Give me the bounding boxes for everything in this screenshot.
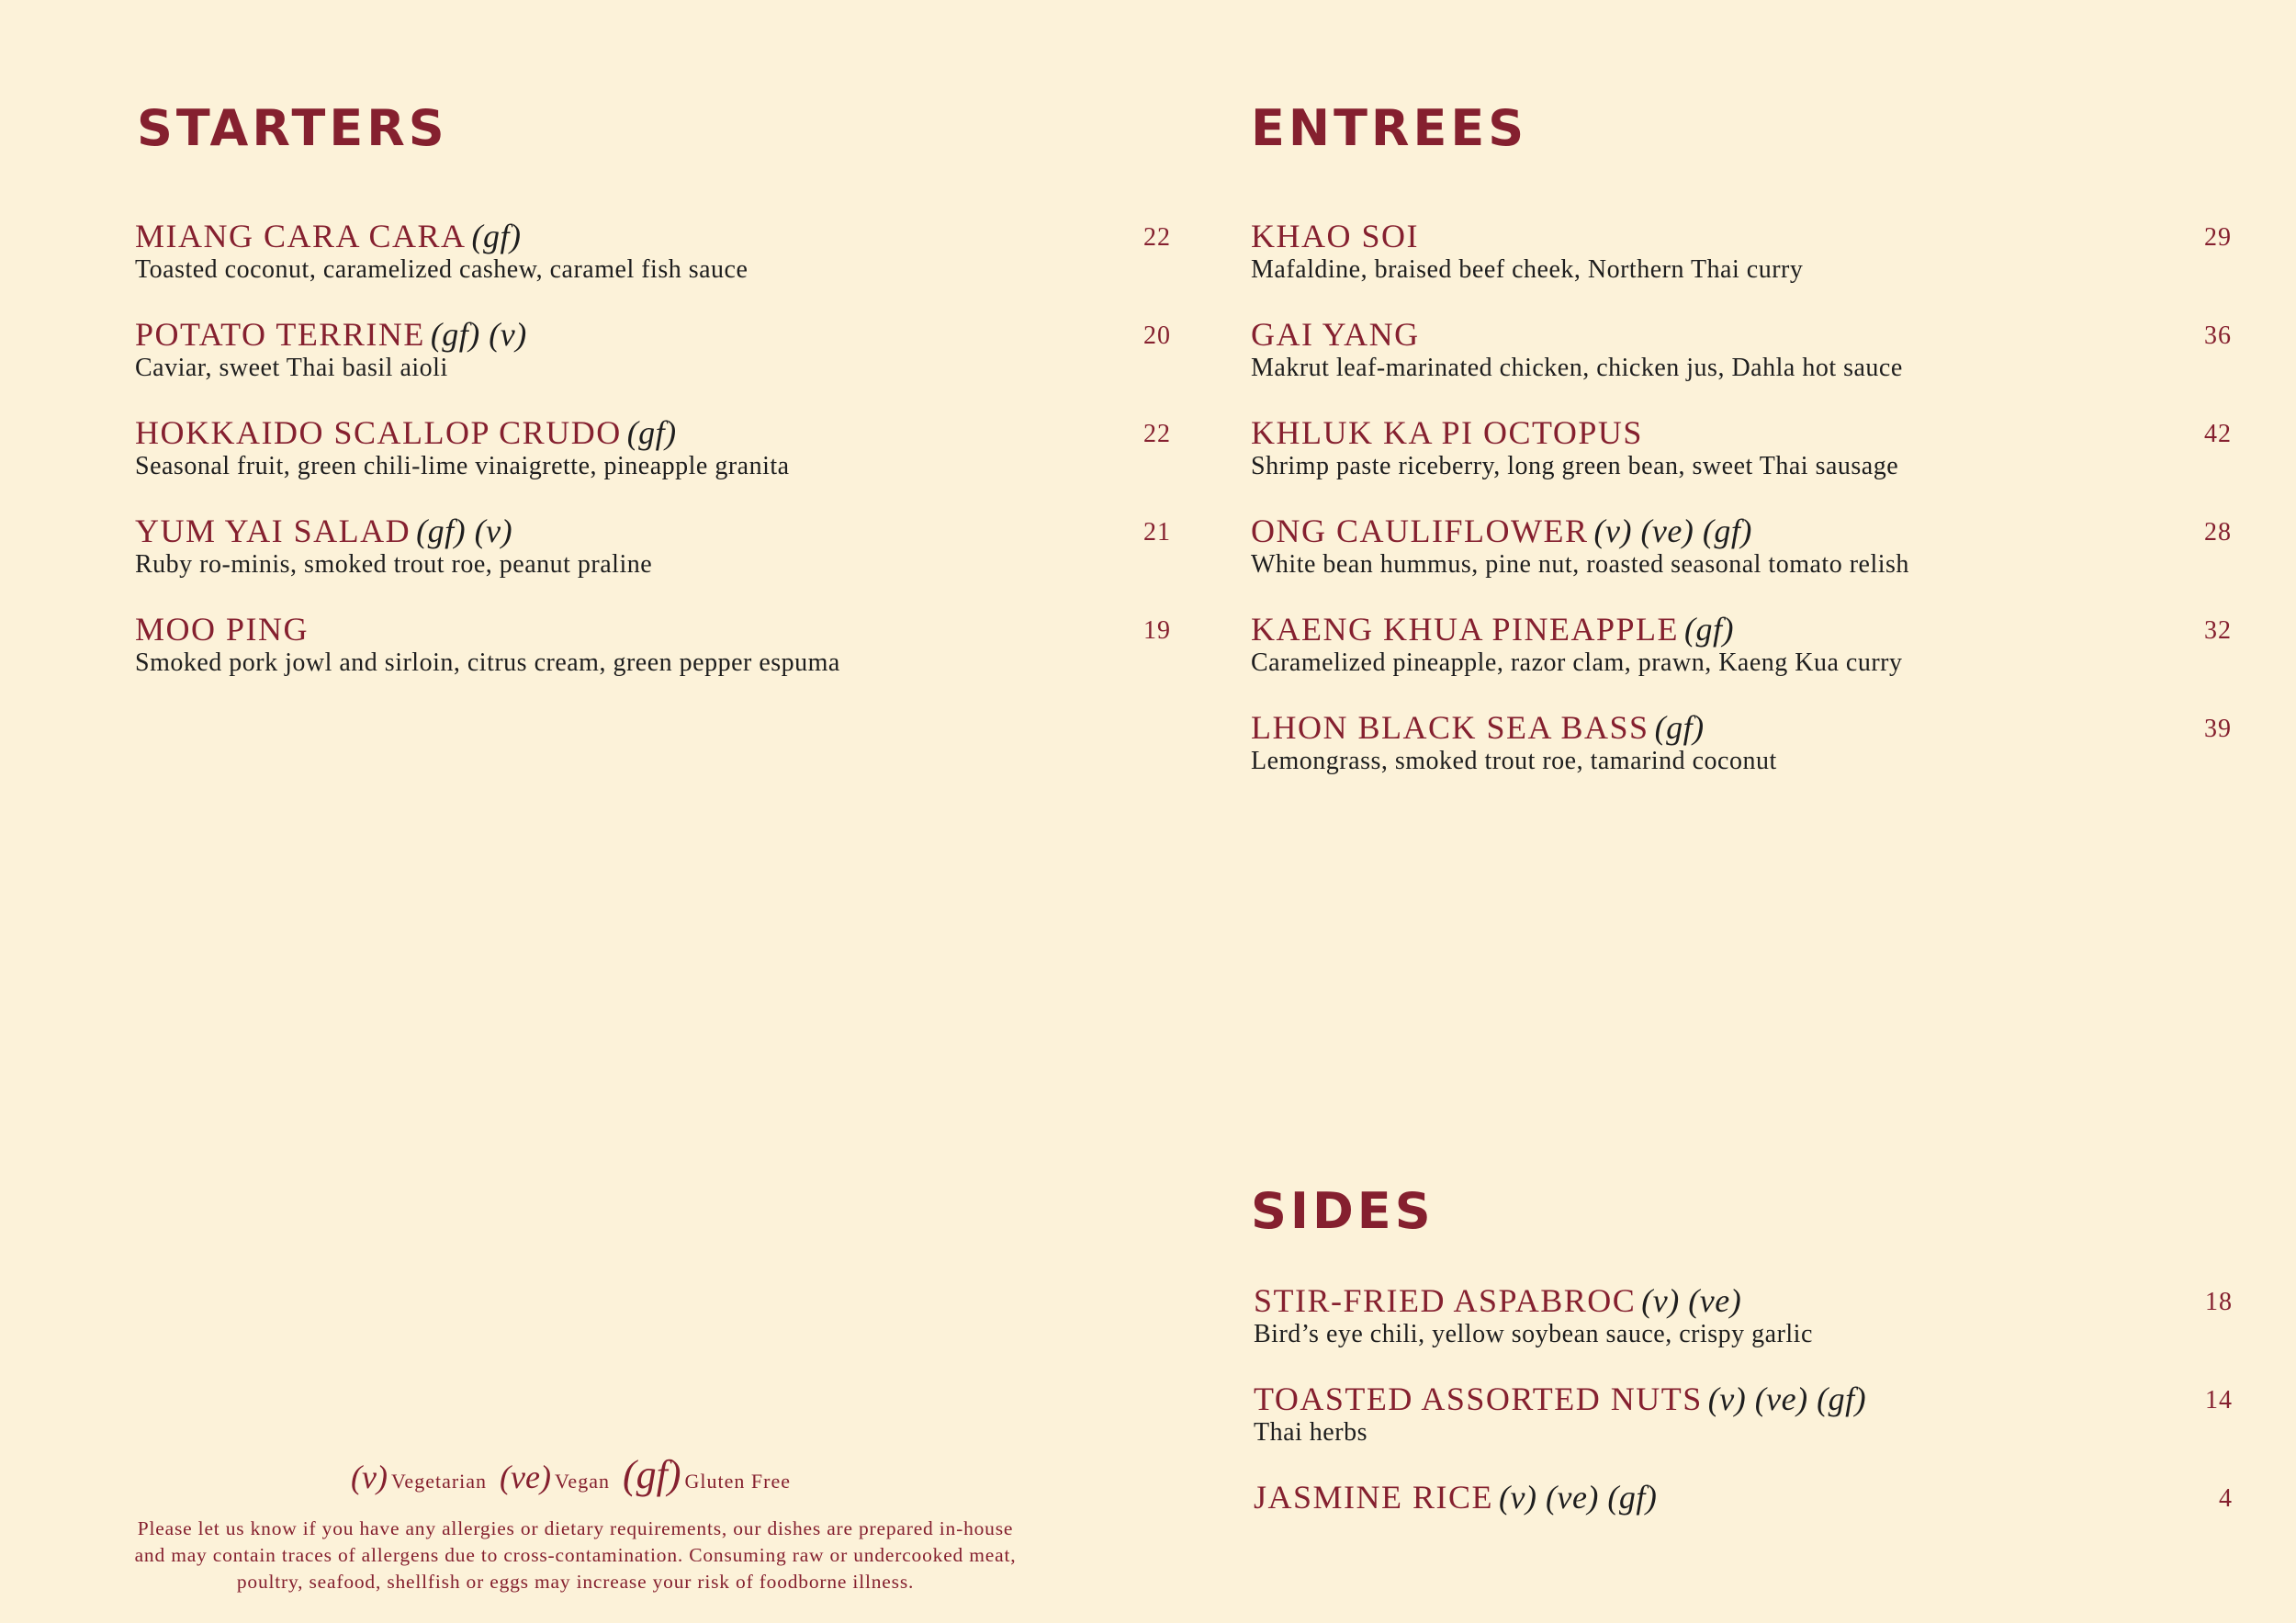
sides-title: SIDES	[1251, 1182, 1435, 1240]
item-price: 32	[2204, 616, 2232, 645]
item-description: White bean hummus, pine nut, roasted seasonal tomato relish	[1251, 550, 1909, 579]
item-name: YUM YAI SALAD (gf) (v)	[135, 513, 513, 549]
entrees-title: ENTREES	[1251, 99, 1528, 157]
item-name: MIANG CARA CARA (gf)	[135, 218, 522, 254]
dietary-tags: (gf)	[626, 414, 677, 451]
item-name: HOKKAIDO SCALLOP CRUDO (gf)	[135, 414, 677, 451]
item-description: Toasted coconut, caramelized cashew, caramel fish sauce	[135, 255, 748, 284]
gluten-free-mark: (gf)	[622, 1452, 681, 1497]
vegetarian-label: Vegetarian	[390, 1470, 488, 1493]
starters-title: STARTERS	[137, 99, 448, 157]
item-description: Smoked pork jowl and sirloin, citrus cream, green pepper espuma	[135, 648, 840, 677]
dietary-tags: (v) (ve)	[1641, 1282, 1742, 1319]
item-name: KHLUK KA PI OCTOPUS	[1251, 414, 1643, 451]
item-price: 29	[2204, 223, 2232, 252]
dietary-tags: (gf)	[1684, 611, 1734, 648]
gluten-free-label: Gluten Free	[684, 1470, 791, 1493]
item-name: GAI YANG	[1251, 316, 1420, 353]
item-description: Ruby ro-minis, smoked trout roe, peanut praline	[135, 550, 653, 579]
dietary-tags: (gf) (v)	[416, 513, 513, 549]
dietary-tags: (gf)	[471, 218, 522, 254]
item-price: 4	[2219, 1484, 2233, 1513]
item-description: Shrimp paste riceberry, long green bean, sweet Thai sausage	[1251, 452, 1899, 480]
item-name: KAENG KHUA PINEAPPLE (gf)	[1251, 611, 1734, 648]
item-price: 18	[2205, 1288, 2233, 1316]
item-name: STIR-FRIED ASPABROC (v) (ve)	[1254, 1282, 1742, 1319]
item-price: 36	[2204, 321, 2232, 350]
item-description: Makrut leaf-marinated chicken, chicken jus, Dahla hot sauce	[1251, 354, 1903, 382]
dietary-legend	[0, 1451, 1151, 1498]
item-price: 21	[1143, 518, 1171, 547]
vegan-label: Vegan	[554, 1470, 610, 1493]
item-price: 28	[2204, 518, 2232, 547]
item-name: JASMINE RICE (v) (ve) (gf)	[1254, 1479, 1658, 1516]
vegetarian-mark: (v)	[351, 1459, 388, 1495]
dietary-tags: (v) (ve) (gf)	[1707, 1381, 1867, 1417]
item-description: Caviar, sweet Thai basil aioli	[135, 354, 448, 382]
dietary-tags: (v) (ve) (gf)	[1593, 513, 1752, 549]
item-price: 22	[1143, 420, 1171, 448]
item-description: Seasonal fruit, green chili-lime vinaigrette, pineapple granita	[135, 452, 790, 480]
item-description: Lemongrass, smoked trout roe, tamarind coconut	[1251, 747, 1777, 775]
item-description: Mafaldine, braised beef cheek, Northern Thai curry	[1251, 255, 1804, 284]
allergy-note-line: poultry, seafood, shellfish or eggs may increase your risk of foodborne illness.	[236, 1571, 915, 1593]
dietary-tags: (gf)	[1654, 709, 1705, 746]
item-name: MOO PING	[135, 611, 310, 648]
item-price: 22	[1143, 223, 1171, 252]
item-description: Caramelized pineapple, razor clam, prawn, Kaeng Kua curry	[1251, 648, 1903, 677]
item-price: 39	[2204, 715, 2232, 743]
allergy-note	[37, 1516, 1114, 1595]
item-description: Bird’s eye chili, yellow soybean sauce, crispy garlic	[1254, 1320, 1813, 1348]
allergy-note-line: and may contain traces of allergens due to cross-contamination. Consuming raw or undercooked meat,	[134, 1544, 1017, 1566]
item-price: 14	[2205, 1386, 2233, 1414]
item-name: KHAO SOI	[1251, 218, 1419, 254]
item-name: LHON BLACK SEA BASS (gf)	[1251, 709, 1705, 746]
item-description: Thai herbs	[1254, 1418, 1367, 1447]
item-price: 20	[1143, 321, 1171, 350]
item-price: 19	[1143, 616, 1171, 645]
dietary-tags: (gf) (v)	[430, 316, 527, 353]
dietary-tags: (v) (ve) (gf)	[1499, 1479, 1658, 1516]
allergy-note-line: Please let us know if you have any allergies or dietary requirements, our dishes are prepared in-house	[137, 1517, 1014, 1539]
vegan-mark: (ve)	[500, 1459, 551, 1495]
item-name: TOASTED ASSORTED NUTS (v) (ve) (gf)	[1254, 1381, 1867, 1417]
item-name: POTATO TERRINE (gf) (v)	[135, 316, 527, 353]
item-name: ONG CAULIFLOWER (v) (ve) (gf)	[1251, 513, 1752, 549]
item-price: 42	[2204, 420, 2232, 448]
